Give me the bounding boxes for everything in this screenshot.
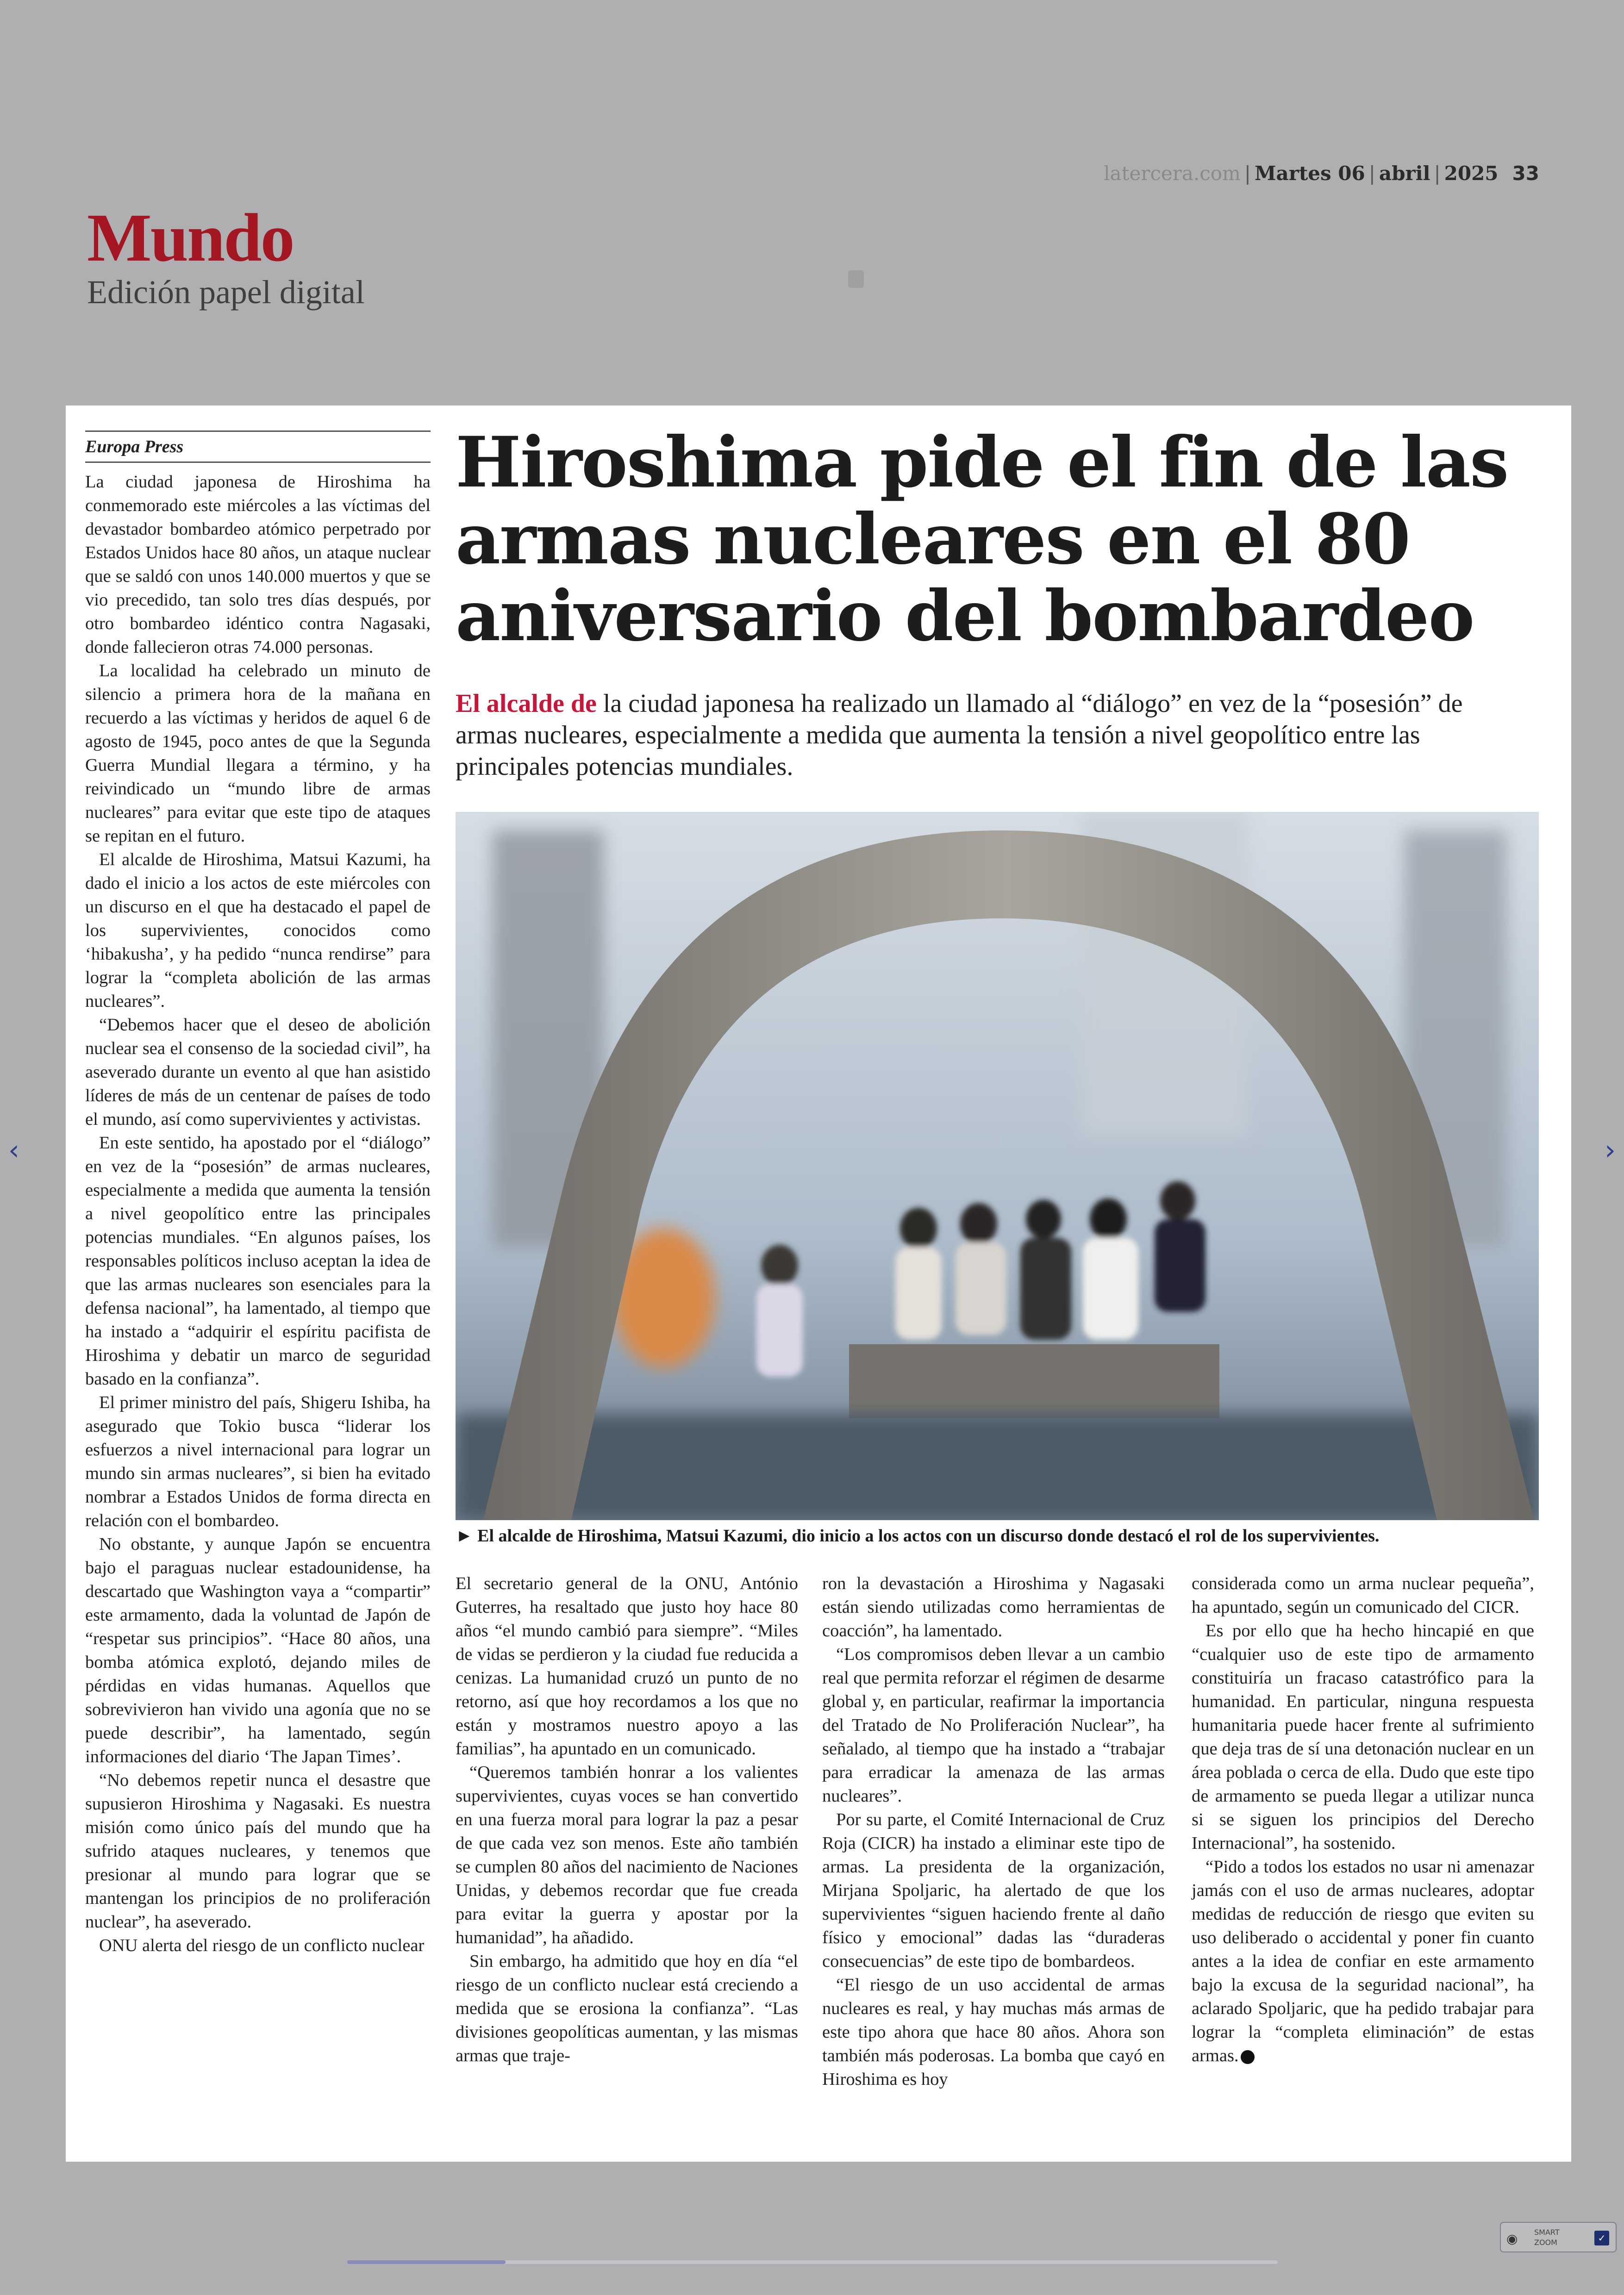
memorial-photo <box>456 812 1539 1520</box>
article-paragraph: Sin embargo, ha admitido que hoy en día “el riesgo de un conflicto nuclear está creciendo a medida que se erosiona la confianza”. “Las divisiones geopolíticas aumentan, y las mismas armas que traje- <box>456 1952 798 2065</box>
section-title: Mundo <box>87 200 294 276</box>
photo-caption: ► El alcalde de Hiroshima, Matsui Kazumi, dio inicio a los actos con un discurso donde destacó el rol de los supervivientes. <box>456 1526 1380 1546</box>
article-paragraph: El alcalde de Hiroshima, Matsui Kazumi, ha dado el inicio a los actos de este miércoles con un discurso en el que ha destacado el papel de los supervivientes, conocidos como ‘hibakusha’, y ha pedido “nunca rendirse” para lograr la “completa abolición de las armas nucleares”. <box>85 850 431 1011</box>
article-paragraph: “Queremos también honrar a los valientes supervivientes, cuyas voces se han convertido en una fuerza moral para lograr la paz a pesar de que cada vez son menos. Este año también se cumplen 80 años del nacimiento de Naciones Unidas, y debemos recordar que fue creada para evitar la guerra y apostar por la humanidad”, ha añadido. <box>456 1763 798 1947</box>
article-paragraph: “Debemos hacer que el deseo de abolición nuclear sea el consenso de la sociedad civil”, ha aseverado durante un evento al que han asistido líderes de más de un centenar de países de todo el mundo, así como supervivientes y activistas. <box>85 1015 431 1129</box>
byline: Europa Press <box>85 430 431 463</box>
article-column-4 <box>1192 1572 1534 2068</box>
article-paragraph: La ciudad japonesa de Hiroshima ha conmemorado este miércoles a las víctimas del devastador bombardeo atómico perpetrado por Estados Unidos hace 80 años, un ataque nuclear que se saldó con unos 140.000 muertos y que se vio precedido, tan solo tres días después, por otro bombardeo idéntico contra Nagasaki, donde fallecieron otras 74.000 personas. <box>85 472 431 657</box>
headline: Hiroshima pide el fin de las armas nucleares en el 80 aniversario del bombardeo <box>456 422 1508 657</box>
article-paragraph: El secretario general de la ONU, António Guterres, ha resaltado que justo hoy hace 80 años “el mundo cambió para siempre”. “Miles de vidas se perdieron y la ciudad fue reducida a cenizas. La humanidad cruzó un punto de no retorno, así que hoy recordamos a los que no están y mostramos nuestro apoyo a las familias”, ha apuntado en un comunicado. <box>456 1574 798 1759</box>
article-photo <box>456 812 1539 1520</box>
section-subtitle: Edición papel digital <box>87 274 365 311</box>
smart-zoom-toggle[interactable] <box>1500 2222 1617 2252</box>
page-marker <box>848 270 864 288</box>
page-number: 33 <box>1512 162 1539 185</box>
article-column-3 <box>822 1572 1165 2091</box>
article-paragraph: “El riesgo de un uso accidental de armas nucleares es real, y hay muchas más armas de este tipo ahora que hace 80 años. Ahora son también más poderosas. La bomba que cayó en Hiroshima es hoy <box>822 1975 1165 2089</box>
chevron-right-icon: › <box>1605 1134 1616 1166</box>
article-paragraph: La localidad ha celebrado un minuto de silencio a primera hora de la mañana en recuerdo a las víctimas y heridos de aquel 6 de agosto de 1945, poco antes de que la Segunda Guerra Mundial llegara a término, y ha reivindicado un “mundo libre de armas nucleares” para evitar que este tipo de ataques se repitan en el futuro. <box>85 661 431 846</box>
prev-page-button[interactable] <box>8 1134 19 1166</box>
article-paragraph: considerada como un arma nuclear pequeña”, ha apuntado, según un comunicado del CICR. <box>1192 1574 1534 1617</box>
article-paragraph: ONU alerta del riesgo de un conflicto nuclear <box>99 1936 425 1955</box>
article-paragraph: Es por ello que ha hecho hincapié en que “cualquier uso de este tipo de armamento constituiría un fracaso catastrófico para la humanidad. En particular, ninguna respuesta humanitaria puede hacer frente al sufrimiento que deja tras de sí una detonación nuclear en un área poblada o cerca de ella. Dudo que este tipo de armamento se pueda llegar a utilizar nunca si se siguen los principios del Derecho Internacional”, ha sostenido. <box>1192 1621 1534 1853</box>
article-paragraph: Por su parte, el Comité Internacional de Cruz Roja (CICR) ha instado a eliminar este tipo de armas. La presidenta de la organización, Mirjana Spoljaric, ha alertado de que los supervivientes “siguen haciendo frente al daño físico y emocional” dadas las “duraderas consecuencias” de este tipo de bombardeos. <box>822 1810 1165 1971</box>
date-month: abril <box>1379 162 1430 185</box>
article-paragraph: “Los compromisos deben llevar a un cambio real que permita reforzar el régimen de desarme global y, en particular, reafirmar la importancia del Tratado de No Proliferación Nuclear”, ha señalado, al tiempo que ha instado a “trabajar para erradicar la amenaza de las armas nucleares”. <box>822 1645 1165 1806</box>
next-page-button[interactable] <box>1605 1134 1616 1166</box>
end-mark <box>1241 2050 1255 2064</box>
chevron-left-icon: ‹ <box>8 1134 19 1166</box>
masthead-info: latercera.com | Martes 06 | abril | 2025 33 <box>1104 162 1539 185</box>
article-paragraph: “No debemos repetir nunca el desastre que supusieron Hiroshima y Nagasaki. Es nuestra misión como único país del mundo que ha sufrido ataques nucleares, y tenemos que presionar al mundo para lograr que se mantengan los principios de no proliferación nuclear”, ha aseverado. <box>85 1771 431 1932</box>
smart-zoom-label: SMART ZOOM <box>1534 2228 1560 2247</box>
article-paragraph: En este sentido, ha apostado por el “diálogo” en vez de la “posesión” de armas nucleares, especialmente a medida que aumenta la tensión a nivel geopolítico entre las principales potencias mundiales. “En algunos países, los responsables políticos incluso aceptan la idea de que las armas nucleares son esenciales para la defensa nacional”, ha lamentado, al tiempo que ha instado a “adquirir el espíritu pacifista de Hiroshima y debatir un marco de seguridad basado en la confianza”. <box>85 1133 431 1389</box>
article-paragraph: No obstante, y aunque Japón se encuentra bajo el paraguas nuclear estadounidense, ha descartado que Washington vaya a “compartir” este armamento, dada la voluntad de Japón de “respetar sus principios”. “Hace 80 años, una bomba atómica explotó, dejando miles de pérdidas en vidas humanas. Aquellos que sobrevivieron han vivido una agonía que no se puede describir”, ha lamentado, según informaciones del diario ‘The Japan Times’. <box>85 1534 431 1766</box>
article-paragraph: El primer ministro del país, Shigeru Ishiba, ha asegurado que Tokio busca “liderar los esfuerzos a nivel internacional para lograr un mundo sin armas nucleares”, si bien ha evitado nombrar a Estados Unidos de forma directa en relación con el bombardeo. <box>85 1393 431 1530</box>
eye-icon: ◉ <box>1506 2231 1518 2246</box>
date-weekday: Martes 06 <box>1255 162 1365 185</box>
date-year: 2025 <box>1444 162 1499 185</box>
site-name: latercera.com <box>1104 162 1241 185</box>
article-column-1 <box>85 470 431 1958</box>
checkbox-icon: ✓ <box>1594 2231 1609 2245</box>
deck-text: la ciudad japonesa ha realizado un llamado al “diálogo” en vez de la “posesión” de armas nucleares, especialmente a medida que aumenta la tensión a nivel geopolítico entre las principales potencias mundiales. <box>456 689 1463 781</box>
article-deck <box>456 688 1493 782</box>
article-column-2 <box>456 1572 798 2068</box>
progress-fill <box>347 2260 506 2264</box>
deck-lead: El alcalde de <box>456 689 597 718</box>
reading-progress-bar[interactable] <box>347 2260 1278 2264</box>
article-paragraph: “Pido a todos los estados no usar ni amenazar jamás con el uso de armas nucleares, adoptar medidas de reducción de riesgo que eviten su uso deliberado o accidental y poner fin cuanto antes a la idea de confiar en este armamento bajo la excusa de la seguridad nacional”, ha aclarado Spoljaric, que ha pedido trabajar para lograr la “completa eliminación” de estas armas. <box>1192 1857 1534 2065</box>
article-paragraph: ron la devastación a Hiroshima y Nagasaki están siendo utilizadas como herramientas de coacción”, ha lamentado. <box>822 1574 1165 1640</box>
newspaper-page <box>66 405 1571 2162</box>
